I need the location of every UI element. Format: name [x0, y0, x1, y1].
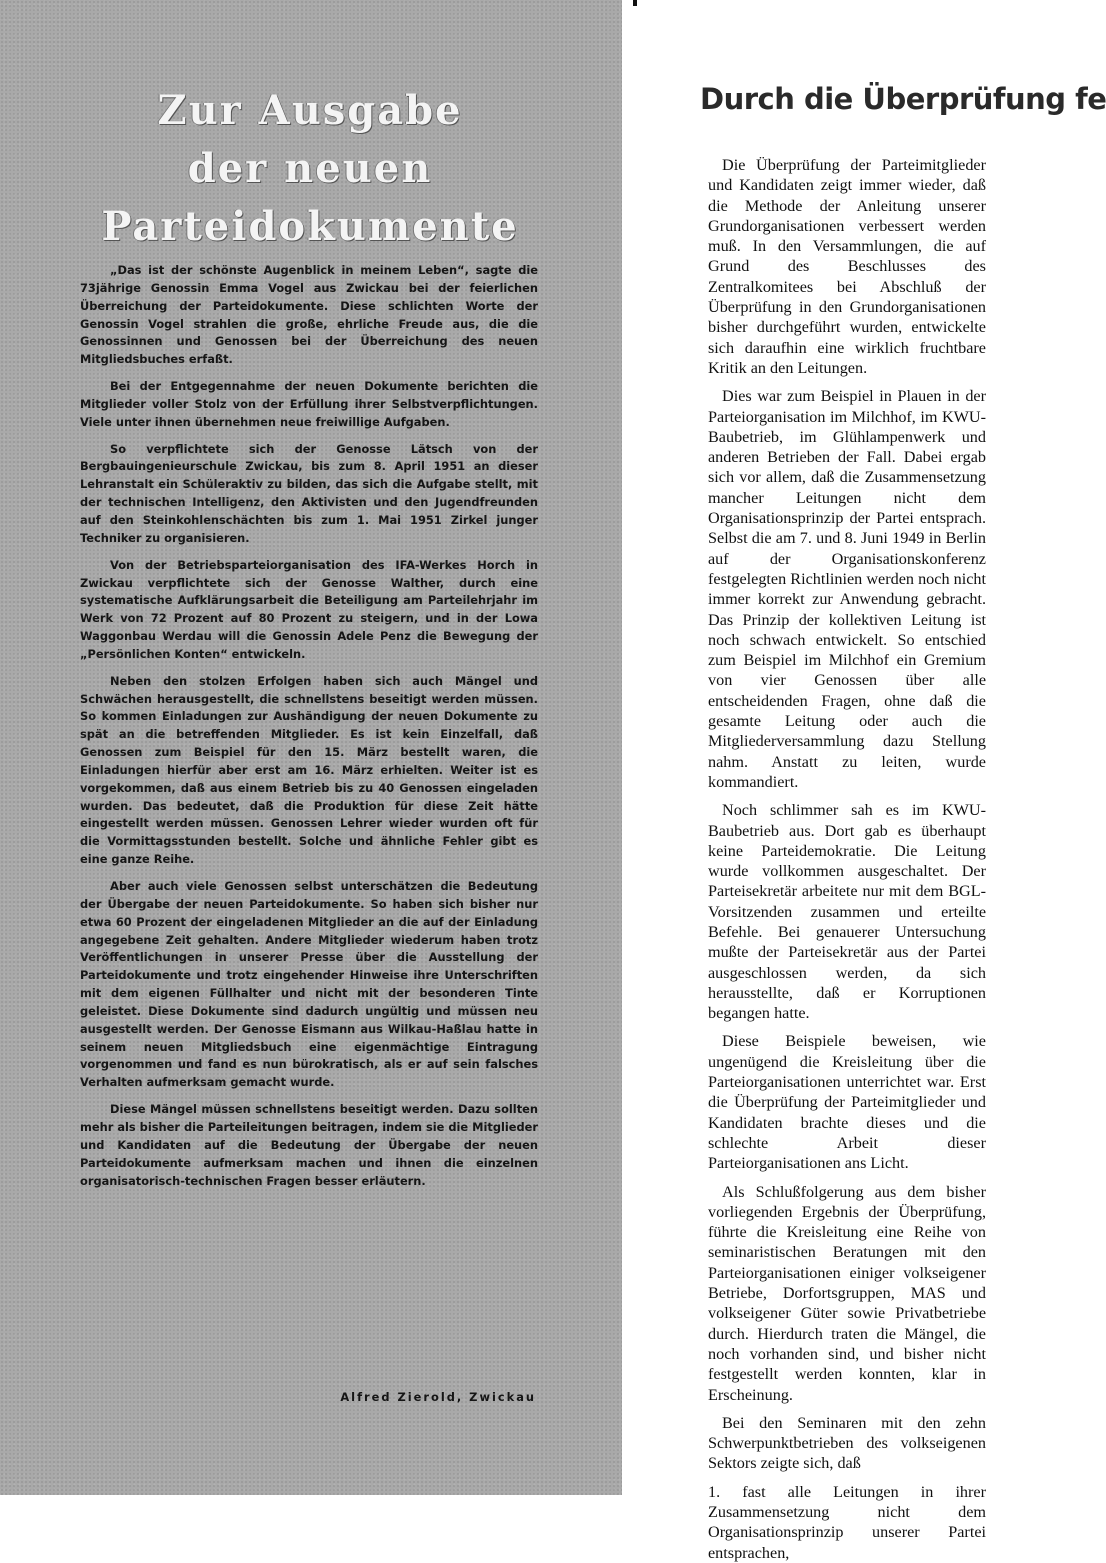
- paragraph: Aber auch viele Genossen selbst unterschätzen die Bedeutung der Übergabe der neuen Parteidokumente. So haben sich bisher nur etwa 60 Prozent der eingeladenen Mitglieder an die auf der Einladung angegebene Zeit gehalten. Andere Mitglieder wiederum haben trotz Veröffentlichungen in unserer Presse über die Ausstellung der Parteidokumente und trotz eingehender Hinweise ihre Unterschriften mit dem eigenen Füllhalter und nicht mit der besonderen Tinte geleistet. Diese Dokumente sind dadurch ungültig und müssen neu ausgestellt werden. Der Genosse Eismann aus Wilkau-Haßlau hatte in seinem neuen Mitgliedsbuch eine eigenmächtige Eintragung vorgenommen und fand es nun bürokratisch, als er auf sein falsches Verhalten aufmerksam gemacht wurde.: [80, 879, 538, 1090]
- right-article-body: [708, 155, 986, 1563]
- title-line: der neuen: [187, 145, 433, 192]
- paragraph: Diese Beispiele beweisen, wie ungenügend die Kreisleitung über die Parteiorganisationen unterrichtet war. Erst die Überprüfung der Parteimitglieder und Kandidaten brachte dieses und die schlechte Arbeit dieser Parteiorganisationen ans Licht.: [708, 1032, 986, 1173]
- title-line: Parteidokumente: [101, 203, 519, 250]
- paragraph: Diese Mängel müssen schnellstens beseitigt werden. Dazu sollten mehr als bisher die Parteileitungen beitragen, indem sie die Mitglieder und Kandidaten auf die Bedeutung der Übergabe der neuen Parteidokumente aufmerksam machen und ihnen die einzelnen organisatorisch-technischen Fragen besser erläutern.: [80, 1102, 538, 1188]
- title-line: Zur Ausgabe: [157, 87, 463, 134]
- author-signature: Alfred Zierold, Zwickau: [340, 1390, 536, 1404]
- left-article-title: [90, 82, 530, 256]
- list-item: 1. fast alle Leitungen in ihrer Zusammensetzung nicht dem Organisationsprinzip unserer Partei entsprachen,: [708, 1482, 986, 1562]
- paragraph: Die Überprüfung der Parteimitglieder und Kandidaten zeigt immer wieder, daß die Methode der Anleitung unserer Grundorganisationen verbessert werden muß. In den Versammlungen, die auf Grund des Beschlusses des Zentralkomitees bei Abschluß der Überprüfung in den Grundorganisationen bisher durchgeführt wurden, entwickelte sich daraufhin eine wirklich fruchtbare Kritik an den Leitungen.: [708, 156, 986, 377]
- left-article-body: [80, 262, 538, 1199]
- paragraph: Noch schlimmer sah es im KWU-Baubetrieb aus. Dort gab es überhaupt keine Parteidemokratie. Die Leitung wurde vollkommen ausgeschaltet. Der Parteisekretär arbeitete nur mit dem BGL-Vorsitzenden zusammen und erteilte Befehle. Bei genauerer Untersuchung mußte der Parteisekretär aus der Partei ausgeschlossen werden, da sich herausstellte, daß er Korruptionen begangen hatte.: [708, 801, 986, 1023]
- print-mark: [633, 0, 637, 6]
- paragraph: So verpflichtete sich der Genosse Lätsch von der Bergbauingenieurschule Zwickau, bis zum 8. April 1951 an dieser Lehranstalt ein Schüleraktiv zu bilden, das sich die Aufgabe stellt, mit der technischen Intelligenz, den Aktivisten und den Jugendfreunden auf den Steinkohlenschächten bis zum 1. Mai 1951 Zirkel junger Techniker zu organisieren.: [80, 441, 538, 545]
- paragraph: Bei den Seminaren mit den zehn Schwerpunktbetrieben des volkseigenen Sektors zeigte sich, daß: [708, 1413, 986, 1473]
- paragraph: Von der Betriebsparteiorganisation des IFA-Werkes Horch in Zwickau verpflichtete sich der Genosse Walther, durch eine systematische Aufklärungsarbeit die Beteiligung am Parteilehrjahr im Werk von 72 Prozent auf 80 Prozent zu steigern, und in der Lowa Waggonbau Werdau will die Genossin Adele Penz die Bewegung der „Persönlichen Konten“ entwickeln.: [80, 557, 538, 661]
- paragraph: „Das ist der schönste Augenblick in meinem Leben“, sagte die 73jährige Genossin Emma Vogel aus Zwickau bei der feierlichen Überreichung der Parteidokumente. Diese schlichten Worte der Genossin Vogel strahlen die große, ehrliche Freude aus, die die Genossinnen und Genossen bei der Überreichung des neuen Mitgliedsbuches erfaßt.: [80, 263, 538, 367]
- right-article-heading: Durch die Überprüfung fe: [700, 82, 1106, 116]
- paragraph: Neben den stolzen Erfolgen haben sich auch Mängel und Schwächen herausgestellt, die schnellstens beseitigt werden müssen. So kommen Einladungen zur Aushändigung der neuen Dokumente zu spät an die betreffenden Mitglieder. Es ist kein Einzelfall, daß Genossen zum Beispiel für den 15. März bestellt waren, die Einladungen hierfür aber erst am 16. März erhielten. Weiter ist es vorgekommen, daß aus einem Betrieb bis zu 40 Genossen eingeladen wurden. Das bedeutet, daß die Produktion für diese Zeit hätte eingestellt werden müssen. Genossen Lehrer wieder wurden oft für die Vormittagsstunden bestellt. Solche und ähnliche Fehler gibt es eine ganze Reihe.: [80, 673, 538, 867]
- paragraph: Dies war zum Beispiel in Plauen in der Parteiorganisation im Milchhof, im KWU-Baubetrieb, im Glühlampenwerk und anderen Betrieben der Fall. Dabei ergab sich vor allem, daß die Zusammensetzung mancher Leitungen nicht dem Organisationsprinzip der Partei entsprach. Selbst die am 7. und 8. Juni 1949 in Berlin auf der Organisationskonferenz festgelegten Richtlinien werden noch nicht immer korrekt zur Anwendung gebracht. Das Prinzip der kollektiven Leitung ist noch schwach entwickelt. So entschied zum Beispiel im Milchhof ein Gremium von vier Genossen über alle entscheidenden Fragen, ohne daß die gesamte Leitung oder auch die Mitgliederversammlung dazu Stellung nahm. Anstatt zu leiten, wurde kommandiert.: [708, 387, 986, 791]
- paragraph: Bei der Entgegennahme der neuen Dokumente berichten die Mitglieder voller Stolz von der Erfüllung ihrer Selbstverpflichtungen. Viele unter ihnen übernehmen neue freiwillige Aufgaben.: [80, 379, 538, 429]
- paragraph: Als Schlußfolgerung aus dem bisher vorliegenden Ergebnis der Überprüfung, führte die Kreisleitung eine Reihe von seminaristischen Beratungen mit den Parteiorganisationen einiger volkseigener Betriebe, Dorfortsgruppen, MAS und volkseigener Güter sowie Privatbetriebe durch. Hierdurch traten die Mängel, die noch vorhanden sind, und bisher nicht festgestellt werden konnten, klar in Erscheinung.: [708, 1182, 986, 1404]
